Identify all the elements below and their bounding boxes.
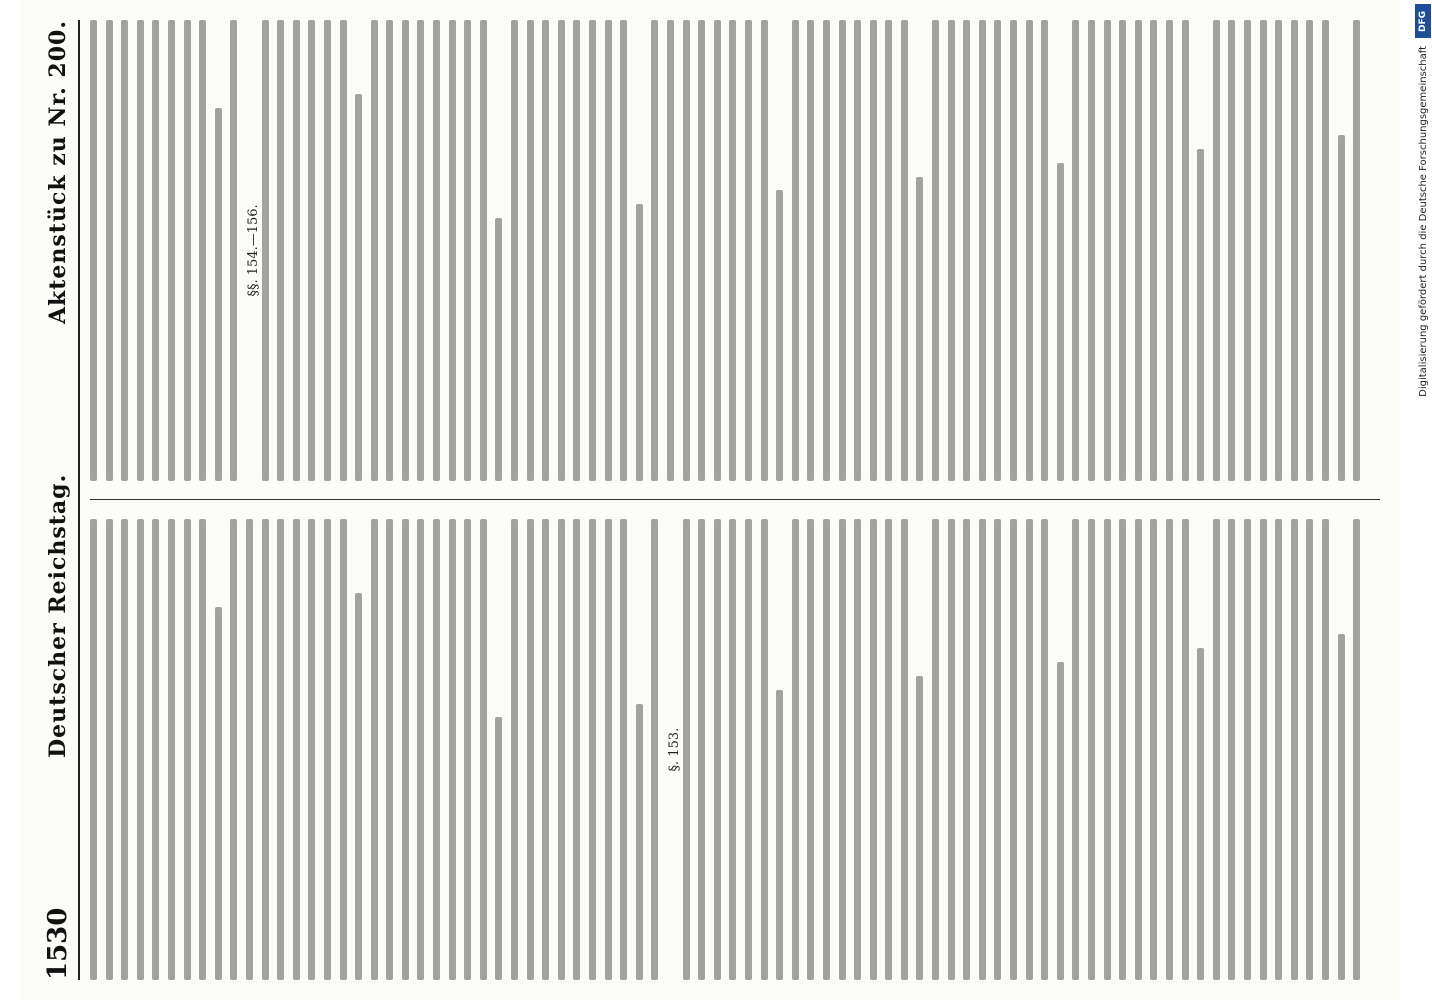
right-column-text-line	[1166, 20, 1173, 481]
left-column-text-line	[215, 607, 222, 980]
left-column-text-line	[714, 519, 721, 980]
left-column-text-line	[683, 519, 690, 980]
right-column-text-line	[371, 20, 378, 481]
left-column-text-line	[199, 519, 206, 980]
right-column-text-line	[262, 20, 269, 481]
left-column-text-line	[121, 519, 128, 980]
right-column-text-line	[776, 191, 783, 481]
left-column-text-line	[1291, 519, 1298, 980]
right-column-text-line	[417, 20, 424, 481]
right-column-text-line	[1135, 20, 1142, 481]
left-column-text-line	[464, 519, 471, 980]
left-column-text-line	[1275, 519, 1282, 980]
left-column-text-line	[792, 519, 799, 980]
right-column-text-line	[433, 20, 440, 481]
right-column-text-line	[745, 20, 752, 481]
right-column-text-line	[667, 20, 674, 481]
right-column-section-heading: §§. 154.—156.	[245, 204, 261, 297]
right-column-text-line	[729, 20, 736, 481]
right-column-text-line	[573, 20, 580, 481]
left-column-text-line	[979, 519, 986, 980]
left-column-text-line	[1041, 519, 1048, 980]
right-column-text-line	[137, 20, 144, 481]
left-column-text-line	[1150, 519, 1157, 980]
right-column-text-line	[1322, 20, 1329, 481]
left-column-text-line	[1135, 519, 1142, 980]
right-column-text-line	[807, 20, 814, 481]
left-column-text-line	[1322, 519, 1329, 980]
right-column-text-line	[527, 20, 534, 481]
right-column-text-line	[1306, 20, 1313, 481]
left-column-text-line	[152, 519, 159, 980]
right-column-text-line	[1057, 163, 1064, 481]
dfg-logo: DFG	[1415, 4, 1431, 38]
right-column-text-line	[386, 20, 393, 481]
right-column-text-line	[199, 20, 206, 481]
left-column-section-heading: §. 153.	[666, 727, 682, 772]
right-column-text-line	[340, 20, 347, 481]
right-column-text-line	[885, 20, 892, 481]
right-column-text-line	[542, 20, 549, 481]
left-column-text-line	[1260, 519, 1267, 980]
right-column-text-line	[511, 20, 518, 481]
right-column-text-line	[792, 20, 799, 481]
right-column-text-line	[293, 20, 300, 481]
left-column-text-line	[495, 717, 502, 980]
right-column-text-line	[901, 20, 908, 481]
left-column-text-line	[854, 519, 861, 980]
right-column-text-line	[324, 20, 331, 481]
running-title-left: Deutscher Reichstag.	[45, 473, 71, 758]
right-column-text-line	[90, 20, 97, 481]
right-column-text-line	[449, 20, 456, 481]
digitization-credit: Digitalisierung gefördert durch die Deutsche Forschungsgemeinschaft	[1417, 46, 1429, 397]
right-column-text-line	[230, 20, 237, 481]
left-column-text-line	[948, 519, 955, 980]
right-column-text-line	[558, 20, 565, 481]
left-column-text-line	[1306, 519, 1313, 980]
left-column-text-line	[776, 690, 783, 980]
left-column-text-line	[1338, 634, 1345, 980]
left-column-text-line	[558, 519, 565, 980]
left-column-text-line	[480, 519, 487, 980]
left-column-text-line	[885, 519, 892, 980]
right-column-text-line	[277, 20, 284, 481]
left-column-text-line	[839, 519, 846, 980]
right-column-text-line	[636, 204, 643, 480]
right-column-text-line	[1291, 20, 1298, 481]
left-column-text-line	[1213, 519, 1220, 980]
right-column-text-line	[355, 94, 362, 481]
right-column-text-line	[1338, 135, 1345, 481]
left-column-text-line	[402, 519, 409, 980]
left-column-text-line	[1072, 519, 1079, 980]
right-column-text-line	[589, 20, 596, 481]
left-column-text-line	[807, 519, 814, 980]
left-column-text-line	[527, 519, 534, 980]
left-column-text-line	[994, 519, 1001, 980]
right-column-text-line	[698, 20, 705, 481]
right-column-text-line	[1041, 20, 1048, 481]
left-column-text-line	[698, 519, 705, 980]
right-column-text-line	[870, 20, 877, 481]
left-column-text-line	[932, 519, 939, 980]
right-column-text-line	[106, 20, 113, 481]
left-column-text-line	[916, 676, 923, 980]
right-column-text-line	[605, 20, 612, 481]
right-column-text-line	[1010, 20, 1017, 481]
right-column-text-line	[464, 20, 471, 481]
left-column-text-line	[1182, 519, 1189, 980]
right-column-text-line	[932, 20, 939, 481]
right-column-text-line	[1353, 20, 1360, 481]
left-column-text-line	[729, 519, 736, 980]
right-column-text-line	[1197, 149, 1204, 481]
left-column-text-line	[355, 593, 362, 980]
left-column-text-line	[573, 519, 580, 980]
right-text-column	[90, 20, 1380, 481]
right-column-text-line	[121, 20, 128, 481]
right-column-text-line	[1119, 20, 1126, 481]
digitization-sidebar	[1414, 0, 1432, 1000]
right-column-text-line	[1228, 20, 1235, 481]
right-column-text-line	[1260, 20, 1267, 481]
text-columns	[90, 20, 1380, 980]
left-column-text-line	[620, 519, 627, 980]
left-column-text-line	[168, 519, 175, 980]
left-column-text-line	[870, 519, 877, 980]
left-column-text-line	[1166, 519, 1173, 980]
left-column-text-line	[1057, 662, 1064, 980]
right-column-text-line	[1150, 20, 1157, 481]
right-column-text-line	[854, 20, 861, 481]
page-number: 1530	[43, 907, 73, 980]
left-column-text-line	[605, 519, 612, 980]
right-column-text-line	[979, 20, 986, 481]
left-column-text-line	[823, 519, 830, 980]
right-column-text-line	[1072, 20, 1079, 481]
right-column-text-line	[963, 20, 970, 481]
right-column-text-line	[1026, 20, 1033, 481]
left-column-text-line	[1353, 519, 1360, 980]
right-column-text-line	[1275, 20, 1282, 481]
right-column-text-line	[215, 108, 222, 481]
left-column-text-line	[324, 519, 331, 980]
left-column-text-line	[246, 519, 253, 980]
left-column-text-line	[262, 519, 269, 980]
right-column-text-line	[761, 20, 768, 481]
left-column-text-line	[230, 519, 237, 980]
column-divider	[90, 499, 1380, 500]
left-column-text-line	[901, 519, 908, 980]
left-column-text-line	[340, 519, 347, 980]
left-column-text-line	[386, 519, 393, 980]
left-column-text-line	[277, 519, 284, 980]
left-column-text-line	[137, 519, 144, 980]
right-column-text-line	[994, 20, 1001, 481]
right-column-text-line	[823, 20, 830, 481]
left-column-text-line	[1244, 519, 1251, 980]
right-column-text-line	[1244, 20, 1251, 481]
left-column-text-line	[1104, 519, 1111, 980]
left-column-text-line	[371, 519, 378, 980]
left-column-text-line	[1088, 519, 1095, 980]
left-column-text-line	[106, 519, 113, 980]
left-column-text-line	[511, 519, 518, 980]
right-column-text-line	[651, 20, 658, 481]
right-column-text-line	[308, 20, 315, 481]
running-title-right: Aktenstück zu Nr. 200.	[45, 20, 71, 325]
right-column-text-line	[948, 20, 955, 481]
right-column-text-line	[495, 218, 502, 481]
left-column-text-line	[449, 519, 456, 980]
right-column-text-line	[1182, 20, 1189, 481]
right-column-text-line	[480, 20, 487, 481]
right-column-text-line	[714, 20, 721, 481]
right-column-text-line	[620, 20, 627, 481]
right-column-text-line	[152, 20, 159, 481]
left-column-text-line	[1228, 519, 1235, 980]
left-column-text-line	[1197, 648, 1204, 980]
left-column-text-line	[651, 519, 658, 980]
left-column-text-line	[417, 519, 424, 980]
left-column-text-line	[1010, 519, 1017, 980]
right-column-text-line	[402, 20, 409, 481]
right-column-text-line	[839, 20, 846, 481]
left-column-text-line	[963, 519, 970, 980]
right-column-text-line	[1104, 20, 1111, 481]
left-column-text-line	[308, 519, 315, 980]
right-column-text-line	[184, 20, 191, 481]
right-column-text-line	[1088, 20, 1095, 481]
left-column-text-line	[90, 519, 97, 980]
right-column-text-line	[1213, 20, 1220, 481]
right-column-text-line	[168, 20, 175, 481]
scanned-page	[20, 0, 1400, 1000]
left-column-text-line	[636, 704, 643, 980]
page-header	[38, 20, 80, 980]
left-column-text-line	[1026, 519, 1033, 980]
left-column-text-line	[293, 519, 300, 980]
left-column-text-line	[542, 519, 549, 980]
right-column-text-line	[916, 177, 923, 481]
right-column-text-line	[683, 20, 690, 481]
left-text-column	[90, 519, 1380, 980]
left-column-text-line	[1119, 519, 1126, 980]
left-column-text-line	[184, 519, 191, 980]
left-column-text-line	[761, 519, 768, 980]
left-column-text-line	[745, 519, 752, 980]
left-column-text-line	[433, 519, 440, 980]
left-column-text-line	[589, 519, 596, 980]
